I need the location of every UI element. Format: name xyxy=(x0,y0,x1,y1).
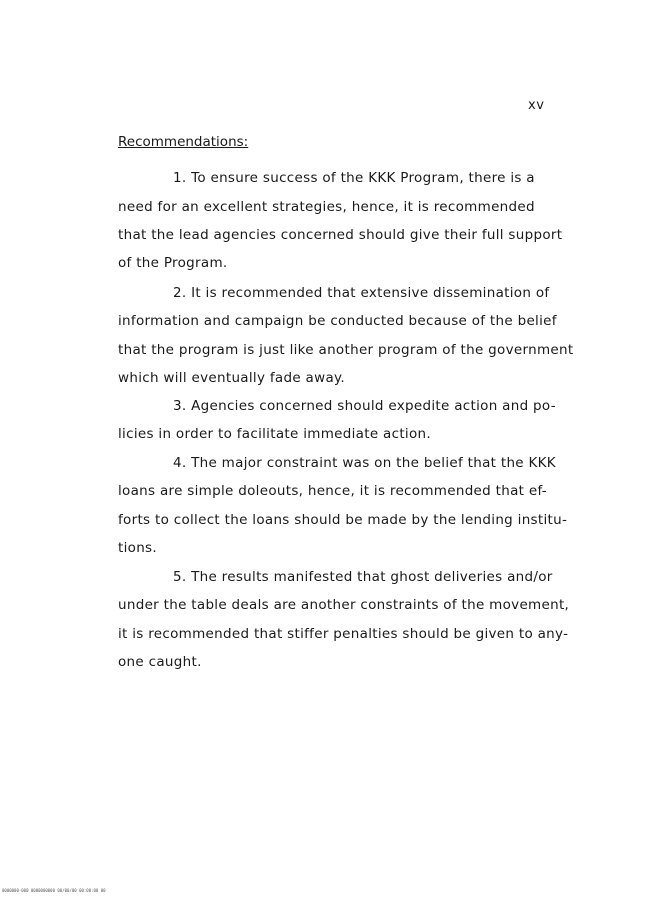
text-line: forts to collect the loans should be made by the lending institu- xyxy=(118,512,568,528)
text-line: 3. Agencies concerned should expedite action and po- xyxy=(173,398,556,414)
text-line: 2. It is recommended that extensive dissemination of xyxy=(173,285,550,301)
text-line: need for an excellent strategies, hence, it is recommended xyxy=(118,199,535,215)
text-line: under the table deals are another constraints of the movement, xyxy=(118,597,570,613)
text-line: 5. The results manifested that ghost deliveries and/or xyxy=(173,569,553,585)
scan-footer-text: 0000000-000 0000000000 00/00/00 00:00:00 00 xyxy=(2,888,106,893)
text-line: loans are simple doleouts, hence, it is recommended that ef- xyxy=(118,483,547,499)
text-line: licies in order to facilitate immediate action. xyxy=(118,426,431,442)
text-line: 1. To ensure success of the KKK Program, there is a xyxy=(173,170,535,186)
text-line: 4. The major constraint was on the belief that the KKK xyxy=(173,455,556,471)
page-number: xv xyxy=(528,98,545,113)
text-line: it is recommended that stiffer penalties should be given to any- xyxy=(118,626,569,642)
text-line: one caught. xyxy=(118,654,202,670)
section-heading: Recommendations: xyxy=(118,134,249,150)
text-line: that the program is just like another program of the government xyxy=(118,342,574,358)
text-line: of the Program. xyxy=(118,255,228,271)
text-line: tions. xyxy=(118,540,157,556)
text-line: which will eventually fade away. xyxy=(118,370,345,386)
text-line: information and campaign be conducted because of the belief xyxy=(118,313,557,329)
text-line: that the lead agencies concerned should give their full support xyxy=(118,227,563,243)
